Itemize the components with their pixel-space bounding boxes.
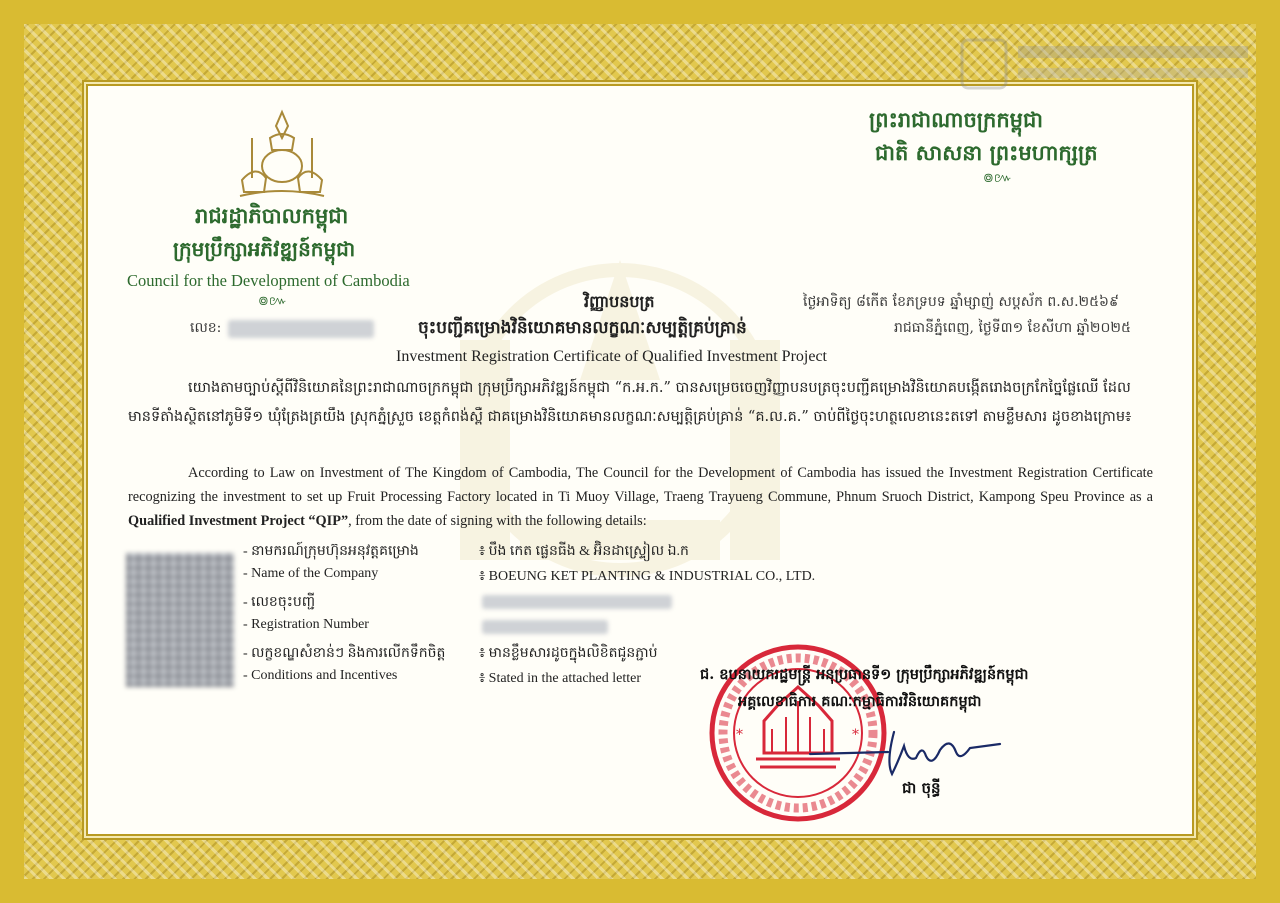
body-en-text-end: , from the date of signing with the following details: <box>348 513 647 529</box>
body-en-text: According to Law on Investment of The Kingdom of Cambodia, The Council for the Development of Cambodia has issued the Investment Registration Certificate recognizing the investment to set up Fruit Processing Factory located in Ti Muoy Village, Traeng Trayueng Commune, Phnum Sruoch District, Kampong Speu Province as a <box>128 465 1153 505</box>
signatory-name: ជា ចុន្ធី <box>902 779 941 797</box>
ministry-title-kh: រាជរដ្ឋាភិបាលកម្ពុជា <box>195 203 349 228</box>
qr-code-redacted <box>126 553 234 687</box>
body-paragraph-en <box>128 461 1153 533</box>
conditions-label-kh: - លក្ខខណ្ឌសំខាន់ៗ និងការលើកទឹកចិត្ត <box>243 646 446 661</box>
lunar-date: ថ្ងៃអាទិត្យ ៨កើត ខែភទ្របទ ឆ្នាំម្សាញ់ សប្តស័ក ព.ស.២៥៦៩ <box>803 294 1119 310</box>
council-title-en: Council for the Development of Cambodia <box>127 271 410 290</box>
kingdom-title: ព្រះរាជាណាចក្រកម្ពុជា <box>869 107 1044 132</box>
council-title-kh: ក្រុមប្រឹក្សាអភិវឌ្ឍន៍កម្ពុជា <box>173 237 356 261</box>
company-label-en: - Name of the Company <box>243 566 379 581</box>
certificate-title-kh: វិញ្ញាបនបត្រ <box>584 292 655 311</box>
conditions-value-kh: ៖ មានខ្លឹមសារដូចក្នុងលិខិតជូនភ្ជាប់ <box>479 646 658 661</box>
national-motto: ជាតិ សាសនា ព្រះមហាក្សត្រ <box>875 140 1098 165</box>
registration-title-en: Investment Registration Certificate of Qualified Investment Project <box>396 348 827 365</box>
royal-arms-emblem <box>226 108 338 204</box>
signatory-title-line1: ជ. ឧបនាយករដ្ឋមន្ត្រី អនុប្រធានទី១ ក្រុមប្រឹក្សាអភិវឌ្ឍន៍កម្ពុជា <box>700 666 1029 683</box>
registration-number-redacted <box>482 620 608 634</box>
body-en-qip: Qualified Investment Project “QIP” <box>128 513 349 529</box>
registration-value-redacted <box>482 595 672 609</box>
company-value-kh: ៖ បឹង កេត ផ្លេនធីង & អ៊ិនដាស្ទ្រៀល ឯ.ក <box>479 544 689 559</box>
ornament-left: ៙៚ <box>258 294 288 309</box>
svg-text:*: * <box>852 727 859 743</box>
signatory-title-line2: អគ្គលេខាធិការ គណៈកម្មាធិការវិនិយោគកម្ពុជា <box>738 693 982 710</box>
company-label-kh: - នាមករណ៍ក្រុមហ៊ុនអនុវត្តគម្រោង <box>243 544 419 559</box>
handwritten-signature <box>800 722 1020 782</box>
reference-number-redacted <box>228 320 374 338</box>
body-paragraph-kh: យោងតាមច្បាប់ស្តីពីវិនិយោគនៃព្រះរាជាណាចក្រកម្ពុជា ក្រុមប្រឹក្សាអភិវឌ្ឍន៍កម្ពុជា “ក.អ.ក.” បានសម្រេចចេញវិញ្ញាបនបត្រចុះបញ្ជីគម្រោងវិនិយោគបង្កើតរោងចក្រកែច្នៃផ្លែឈើ ដែលមានទីតាំងស្ថិតនៅភូមិទី១ ឃុំត្រែងត្រយឹង ស្រុកភ្នំស្រួច ខេត្តកំពង់ស្ពឺ ជាគម្រោងវិនិយោគមានលក្ខណៈសម្បត្តិគ្រប់គ្រាន់ “គ.ល.គ.” ចាប់ពីថ្ងៃចុះហត្ថលេខានេះតទៅ តាមខ្លឹមសារ ដូចខាងក្រោម៖ <box>128 380 1132 425</box>
place-and-date: រាជធានីភ្នំពេញ, ថ្ងៃទី៣១ ខែសីហា ឆ្នាំ២០២៥ <box>894 320 1131 336</box>
svg-text:*: * <box>736 727 743 743</box>
registration-title-kh: ចុះបញ្ជីគម្រោងវិនិយោគមានលក្ខណៈសម្បត្តិគ្រប់គ្រាន់ <box>418 318 747 338</box>
ornament-right: ៙៚ <box>983 171 1013 186</box>
corner-watermark-emblem <box>958 34 1258 94</box>
conditions-value-en: ៖ Stated in the attached letter <box>479 671 642 686</box>
registration-label-kh: - លេខចុះបញ្ជី <box>243 595 316 610</box>
reference-number-label: លេខ: <box>190 320 222 336</box>
registration-label-en: - Registration Number <box>243 617 369 632</box>
conditions-label-en: - Conditions and Incentives <box>243 668 398 683</box>
company-value-en: ៖ BOEUNG KET PLANTING & INDUSTRIAL CO., LTD. <box>479 569 816 584</box>
